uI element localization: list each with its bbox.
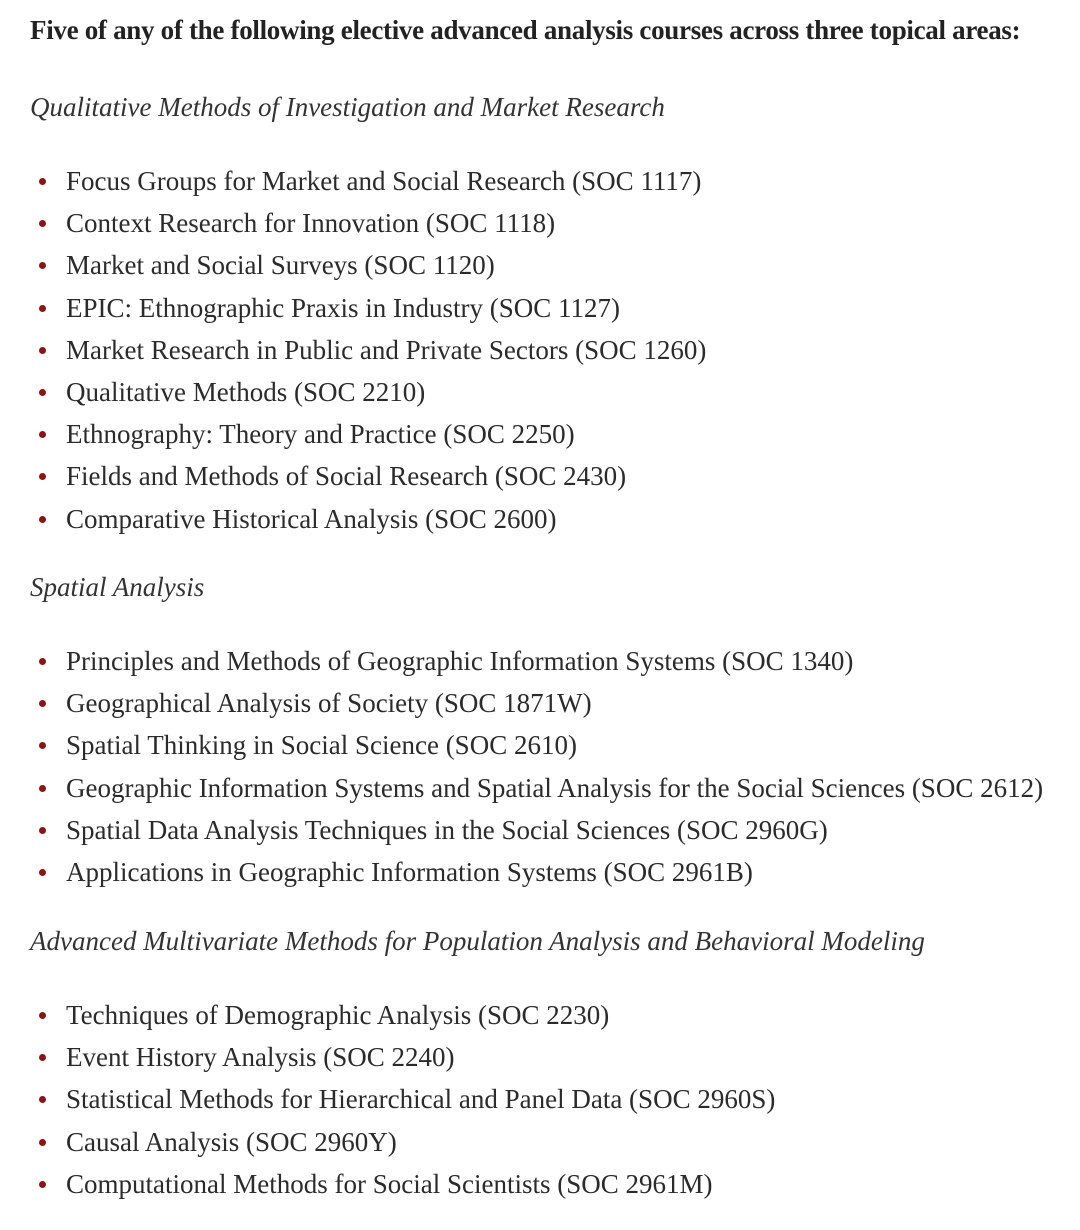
list-item xyxy=(0,160,706,202)
course-title: Comparative Historical Analysis (SOC 2600) xyxy=(66,503,557,534)
list-item xyxy=(0,371,706,413)
bullet-icon xyxy=(39,431,46,438)
bullet-icon xyxy=(39,1096,46,1103)
course-title: Qualitative Methods (SOC 2210) xyxy=(66,376,426,407)
course-title: Fields and Methods of Social Research (SOC 2430) xyxy=(66,461,627,492)
bullet-icon xyxy=(39,869,46,876)
bullet-icon xyxy=(39,1012,46,1019)
list-item xyxy=(0,498,706,540)
list-item xyxy=(0,202,706,244)
area-heading-spatial: Spatial Analysis xyxy=(30,572,205,602)
course-title: Geographic Information Systems and Spatial Analysis for the Social Sciences (SOC 2612) xyxy=(66,772,1044,803)
bullet-icon xyxy=(39,742,46,749)
list-item xyxy=(0,329,706,371)
course-title: Statistical Methods for Hierarchical and Panel Data (SOC 2960S) xyxy=(66,1084,776,1115)
list-item xyxy=(0,1036,775,1078)
list-item xyxy=(0,767,1043,809)
bullet-icon xyxy=(39,516,46,523)
bullet-icon xyxy=(39,785,46,792)
list-item xyxy=(0,640,1043,682)
list-item xyxy=(0,851,1043,893)
course-title: Spatial Thinking in Social Science (SOC 2610) xyxy=(66,730,577,761)
bullet-icon xyxy=(39,220,46,227)
course-list-qualitative xyxy=(0,160,706,540)
area-heading-qualitative: Qualitative Methods of Investigation and Market Research xyxy=(30,92,665,122)
course-title: Applications in Geographic Information Systems (SOC 2961B) xyxy=(66,856,753,887)
course-title: Context Research for Innovation (SOC 1118) xyxy=(66,208,556,239)
list-item xyxy=(0,287,706,329)
course-title: Market and Social Surveys (SOC 1120) xyxy=(66,250,495,281)
list-item xyxy=(0,1121,775,1163)
course-title: Geographical Analysis of Society (SOC 1871W) xyxy=(66,688,592,719)
bullet-icon xyxy=(39,389,46,396)
bullet-icon xyxy=(39,178,46,185)
bullet-icon xyxy=(39,1054,46,1061)
bullet-icon xyxy=(39,347,46,354)
bullet-icon xyxy=(39,700,46,707)
course-title: Computational Methods for Social Scientists (SOC 2961M) xyxy=(66,1168,713,1199)
list-item xyxy=(0,724,1043,766)
intro-text: Five of any of the following elective advanced analysis courses across three topical areas: xyxy=(30,15,1021,45)
bullet-icon xyxy=(39,827,46,834)
course-title: Event History Analysis (SOC 2240) xyxy=(66,1042,455,1073)
bullet-icon xyxy=(39,1181,46,1188)
bullet-icon xyxy=(39,1139,46,1146)
course-title: Focus Groups for Market and Social Research (SOC 1117) xyxy=(66,166,702,196)
list-item xyxy=(0,455,706,497)
course-list-spatial xyxy=(0,640,1043,893)
list-item xyxy=(0,809,1043,851)
area-heading-multivariate: Advanced Multivariate Methods for Population Analysis and Behavioral Modeling xyxy=(30,926,925,956)
course-title: EPIC: Ethnographic Praxis in Industry (SOC 1127) xyxy=(66,292,620,323)
course-list-multivariate xyxy=(0,994,775,1205)
course-title: Techniques of Demographic Analysis (SOC 2230) xyxy=(66,1000,610,1030)
list-item xyxy=(0,244,706,286)
list-item xyxy=(0,994,775,1036)
list-item xyxy=(0,413,706,455)
bullet-icon xyxy=(39,473,46,480)
course-title: Spatial Data Analysis Techniques in the Social Sciences (SOC 2960G) xyxy=(66,814,828,845)
bullet-icon xyxy=(39,262,46,269)
bullet-icon xyxy=(39,658,46,665)
course-title: Principles and Methods of Geographic Information Systems (SOC 1340) xyxy=(66,646,854,676)
list-item xyxy=(0,1078,775,1120)
course-title: Causal Analysis (SOC 2960Y) xyxy=(66,1126,397,1157)
list-item xyxy=(0,682,1043,724)
course-title: Market Research in Public and Private Sectors (SOC 1260) xyxy=(66,334,707,365)
list-item xyxy=(0,1163,775,1205)
course-title: Ethnography: Theory and Practice (SOC 2250) xyxy=(66,419,575,450)
bullet-icon xyxy=(39,305,46,312)
